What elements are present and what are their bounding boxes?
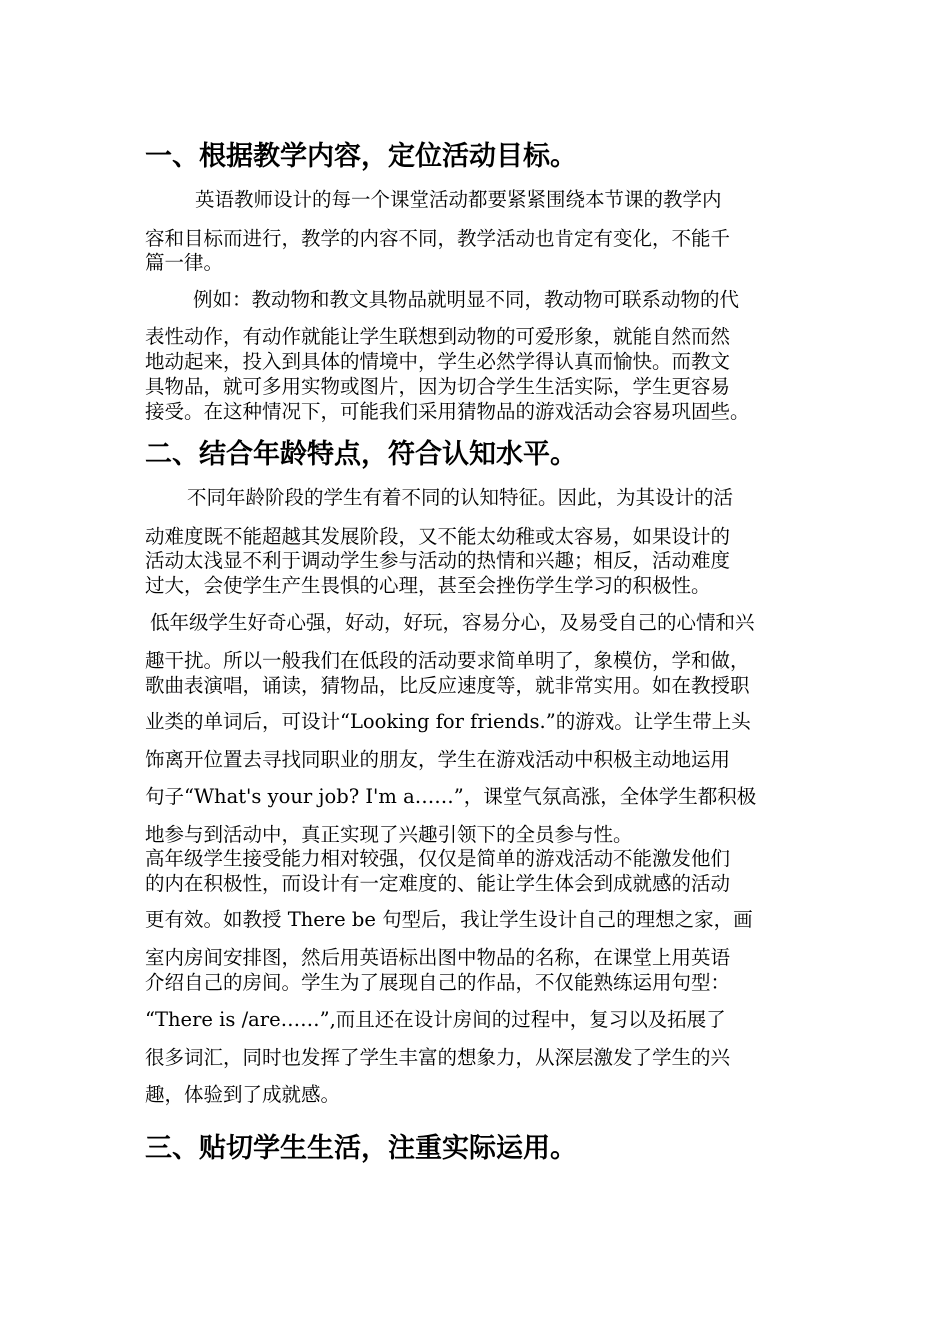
paragraph-4-line-4: 业类的单词后，可设计“Looking for friends.”的游戏。让学生带上头 [145,710,751,733]
paragraph-1-line-3: 篇一律。 [145,251,224,274]
paragraph-5-line-5: 介绍自己的房间。学生为了展现自己的作品，不仅能熟练运用句型： [145,971,731,994]
paragraph-5-line-7: 很多词汇，同时也发挥了学生丰富的想象力，从深层激发了学生的兴 [145,1046,731,1069]
heading-2: 二、结合年龄特点，符合认知水平。 [145,439,577,470]
paragraph-3-line-1: 不同年龄阶段的学生有着不同的认知特征。因此，为其设计的活 [187,486,734,509]
heading-1: 一、根据教学内容，定位活动目标。 [145,141,577,172]
paragraph-3-line-3: 活动太浅显不利于调动学生参与活动的热情和兴趣；相反，活动难度 [145,549,731,572]
paragraph-2-line-3: 地动起来，投入到具体的情境中，学生必然学得认真而愉快。而教文 [145,350,731,373]
paragraph-2-line-5: 接受。在这种情况下，可能我们采用猜物品的游戏活动会容易巩固些。 [145,400,750,423]
paragraph-5-line-6: “There is /are……”,而且还在设计房间的过程中，复习以及拓展了 [145,1008,726,1031]
paragraph-2-line-4: 具物品，就可多用实物或图片，因为切合学生生活实际，学生更容易 [145,375,731,398]
paragraph-4-line-6: 句子“What's your job? I'm a……”，课堂气氛高涨，全体学生都积极 [145,785,757,808]
paragraph-3-line-4: 过大，会使学生产生畏惧的心理，甚至会挫伤学生学习的积极性。 [145,574,711,597]
paragraph-2-line-1: 例如：教动物和教文具物品就明显不同，教动物可联系动物的代 [193,288,740,311]
paragraph-2-line-2: 表性动作，有动作就能让学生联想到动物的可爱形象，就能自然而然 [145,325,731,348]
paragraph-4-line-7: 地参与到活动中，真正实现了兴趣引领下的全员参与性。 [145,823,633,846]
paragraph-5-line-8: 趣，体验到了成就感。 [145,1083,341,1106]
paragraph-1-line-1: 英语教师设计的每一个课堂活动都要紧紧围绕本节课的教学内 [195,188,722,211]
paragraph-4-line-2: 趣干扰。所以一般我们在低段的活动要求简单明了，象模仿，学和做， [145,649,750,672]
paragraph-1-line-2: 容和目标而进行，教学的内容不同，教学活动也肯定有变化，不能千 [145,227,731,250]
paragraph-4-line-3: 歌曲表演唱，诵读，猜物品，比反应速度等，就非常实用。如在教授职 [145,674,750,697]
paragraph-4-line-5: 饰离开位置去寻找同职业的朋友，学生在游戏活动中积极主动地运用 [145,748,731,771]
paragraph-5-line-3: 更有效。如教授 There be 句型后，我让学生设计自己的理想之家，画 [145,908,753,931]
heading-3: 三、贴切学生生活，注重实际运用。 [145,1133,577,1164]
paragraph-5-line-4: 室内房间安排图，然后用英语标出图中物品的名称，在课堂上用英语 [145,946,731,969]
paragraph-5-line-2: 的内在积极性，而设计有一定难度的、能让学生体会到成就感的活动 [145,872,731,895]
paragraph-3-line-2: 动难度既不能超越其发展阶段，又不能太幼稚或太容易，如果设计的 [145,525,731,548]
paragraph-4-line-1: 低年级学生好奇心强，好动，好玩，容易分心，及易受自己的心情和兴 [150,611,755,634]
paragraph-5-line-1: 高年级学生接受能力相对较强，仅仅是简单的游戏活动不能激发他们 [145,847,731,870]
